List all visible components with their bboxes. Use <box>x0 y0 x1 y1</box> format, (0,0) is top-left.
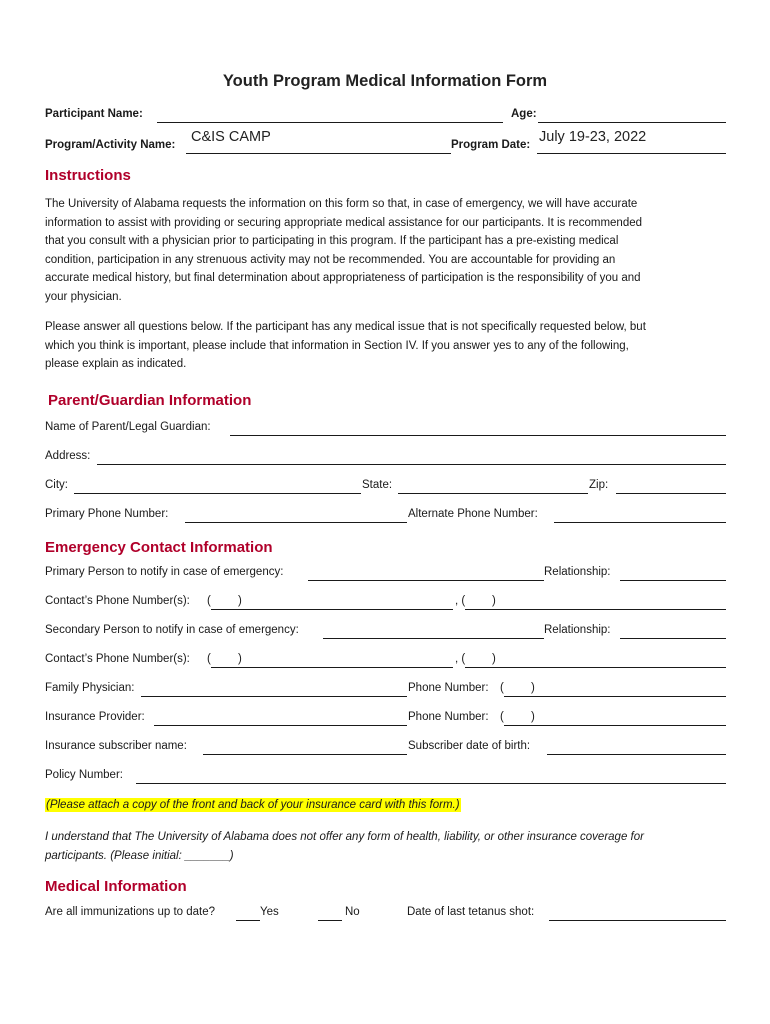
primary-phone-label: Primary Phone Number: <box>45 508 169 520</box>
physician-phone-field[interactable] <box>504 682 726 697</box>
primary-person-row <box>45 566 726 584</box>
state-field[interactable] <box>398 479 588 494</box>
secondary-person-row <box>45 624 726 642</box>
program-activity-value: C&IS CAMP <box>191 129 271 145</box>
physician-phone-label: Phone Number: <box>408 682 489 694</box>
comma-paren: , ( <box>455 595 466 607</box>
open-paren: ( <box>500 682 504 694</box>
family-physician-field[interactable] <box>141 682 407 697</box>
primary-phone-field[interactable] <box>185 508 407 523</box>
contact-phone-field-2[interactable] <box>465 595 726 610</box>
secondary-relationship-field[interactable] <box>620 624 726 639</box>
secondary-person-field[interactable] <box>323 624 544 639</box>
family-physician-row <box>45 682 726 700</box>
subscriber-dob-field[interactable] <box>547 740 726 755</box>
guardian-name-row <box>45 421 726 439</box>
age-label: Age: <box>511 108 537 120</box>
insurance-card-note: (Please attach a copy of the front and back of your insurance card with this form.) <box>46 799 460 811</box>
instructions-line: information to assist with providing or securing appropriate medical assistance for our participants. It is recommended <box>45 216 643 229</box>
city-label: City: <box>45 479 68 491</box>
alt-phone-field[interactable] <box>554 508 726 523</box>
medical-heading: Medical Information <box>45 878 187 895</box>
instructions-line: accurate medical history, but final determination about appropriateness of participation is the responsibility of you and <box>45 272 641 285</box>
program-activity-label: Program/Activity Name: <box>45 139 176 151</box>
immunizations-no-field[interactable] <box>318 906 342 921</box>
contact-phone-label: Contact’s Phone Number(s): <box>45 653 190 665</box>
address-row <box>45 450 726 468</box>
no-label: No <box>345 906 360 918</box>
city-state-zip-row <box>45 479 726 497</box>
relationship-field[interactable] <box>620 566 726 581</box>
insurance-acknowledgement <box>45 828 644 866</box>
city-field[interactable] <box>74 479 361 494</box>
instructions-line: which you think is important, please include that information in Section IV. If you answer yes to any of the following, <box>45 339 629 352</box>
secondary-phone-field-1[interactable] <box>211 653 453 668</box>
subscriber-name-label: Insurance subscriber name: <box>45 740 187 752</box>
program-row <box>45 129 726 157</box>
immunizations-label: Are all immunizations up to date? <box>45 906 216 918</box>
zip-field[interactable] <box>616 479 726 494</box>
state-label: State: <box>362 479 393 491</box>
yes-label: Yes <box>260 906 279 918</box>
close-paren: ) <box>238 595 242 607</box>
contact-phone-field-1[interactable] <box>211 595 453 610</box>
insurance-phone-field[interactable] <box>504 711 726 726</box>
open-paren: ( <box>500 711 504 723</box>
insurance-provider-field[interactable] <box>154 711 407 726</box>
close-paren: ) <box>492 595 496 607</box>
instructions-line: your physician. <box>45 290 122 303</box>
instructions-heading: Instructions <box>45 167 131 184</box>
instructions-paragraph-1 <box>45 195 729 307</box>
address-label: Address: <box>45 450 91 462</box>
participant-name-field[interactable] <box>157 108 503 123</box>
acknowledgement-line: I understand that The University of Alabama does not offer any form of health, liability, or other insurance coverage for <box>45 831 644 843</box>
open-paren: ( <box>207 595 211 607</box>
primary-contact-phone-row <box>45 595 726 613</box>
program-date-label: Program Date: <box>451 139 531 151</box>
emergency-heading: Emergency Contact Information <box>45 539 273 556</box>
guardian-name-field[interactable] <box>230 421 726 436</box>
alt-phone-label: Alternate Phone Number: <box>408 508 538 520</box>
address-field[interactable] <box>97 450 726 465</box>
guardian-name-label: Name of Parent/Legal Guardian: <box>45 421 211 433</box>
contact-phone-label: Contact’s Phone Number(s): <box>45 595 190 607</box>
tetanus-date-field[interactable] <box>549 906 726 921</box>
primary-person-label: Primary Person to notify in case of emergency: <box>45 566 284 578</box>
instructions-line: Please answer all questions below. If the participant has any medical issue that is not specifically requested below, but <box>45 321 646 333</box>
immunization-row <box>45 906 726 924</box>
program-date-value: July 19-23, 2022 <box>539 129 647 145</box>
immunizations-yes-field[interactable] <box>236 906 260 921</box>
close-paren: ) <box>492 653 496 665</box>
insurance-phone-label: Phone Number: <box>408 711 489 723</box>
subscriber-dob-label: Subscriber date of birth: <box>408 740 531 752</box>
policy-number-field[interactable] <box>136 769 726 784</box>
instructions-line: condition, participation in any strenuous activity may not be recommended. You are accountable for providing an <box>45 253 616 266</box>
age-field[interactable] <box>538 108 726 123</box>
acknowledgement-line: participants. (Please initial: _______) <box>45 850 234 862</box>
form-title: Youth Program Medical Information Form <box>222 72 548 90</box>
secondary-phone-field-2[interactable] <box>465 653 726 668</box>
phone-row <box>45 508 726 526</box>
insurance-provider-label: Insurance Provider: <box>45 711 145 723</box>
open-paren: ( <box>207 653 211 665</box>
close-paren: ) <box>531 682 535 694</box>
relationship-label: Relationship: <box>544 566 611 578</box>
participant-name-label: Participant Name: <box>45 108 143 120</box>
tetanus-label: Date of last tetanus shot: <box>407 906 535 918</box>
family-physician-label: Family Physician: <box>45 682 135 694</box>
instructions-line: that you consult with a physician prior to participating in this program. If the participant has a pre-existing medical <box>45 235 619 248</box>
close-paren: ) <box>238 653 242 665</box>
instructions-line: please explain as indicated. <box>45 358 187 371</box>
instructions-paragraph-2 <box>45 318 729 374</box>
zip-label: Zip: <box>589 479 609 491</box>
policy-row <box>45 769 726 787</box>
subscriber-name-field[interactable] <box>203 740 407 755</box>
relationship-label: Relationship: <box>544 624 611 636</box>
instructions-line: The University of Alabama requests the information on this form so that, in case of emergency, we will have accurate <box>45 198 638 210</box>
comma-paren: , ( <box>455 653 466 665</box>
insurance-provider-row <box>45 711 726 729</box>
policy-number-label: Policy Number: <box>45 769 123 781</box>
participant-row <box>45 108 726 126</box>
close-paren: ) <box>531 711 535 723</box>
subscriber-row <box>45 740 726 758</box>
primary-person-field[interactable] <box>308 566 544 581</box>
guardian-heading: Parent/Guardian Information <box>48 392 252 409</box>
secondary-person-label: Secondary Person to notify in case of emergency: <box>45 624 299 636</box>
secondary-contact-phone-row <box>45 653 726 671</box>
